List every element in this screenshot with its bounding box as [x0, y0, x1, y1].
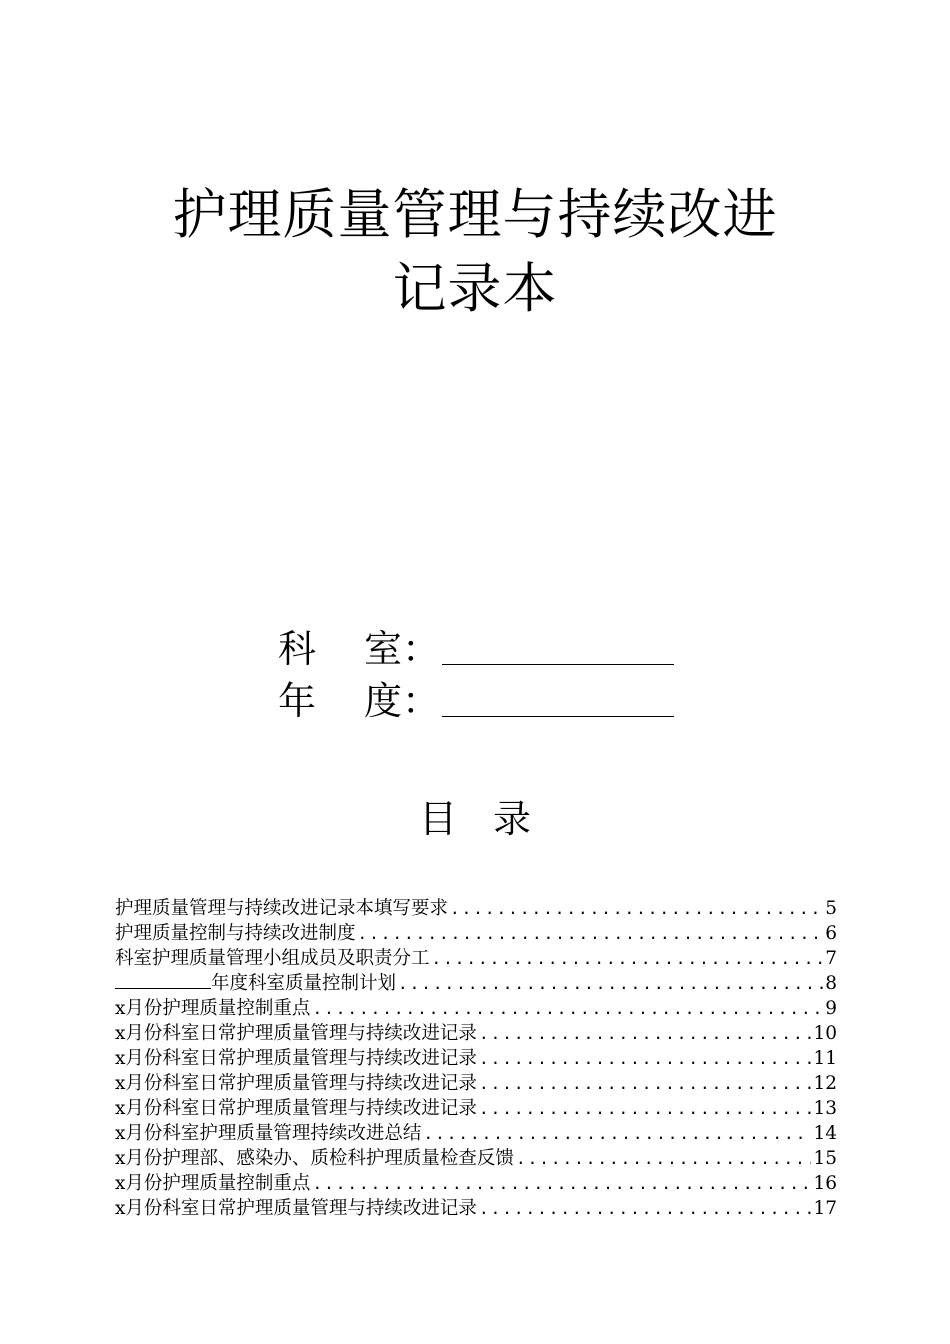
toc-leader-dots	[312, 996, 823, 1021]
toc-entry[interactable]	[115, 996, 837, 1021]
toc-entry-page: 10	[813, 1023, 837, 1044]
toc-entry-title: x月份护理质量控制重点	[115, 1173, 311, 1194]
toc-entry-page: 11	[813, 1048, 837, 1069]
toc-entry[interactable]	[115, 1171, 837, 1196]
toc-entry-title: x月份科室日常护理质量管理与持续改进记录	[115, 1023, 477, 1044]
toc-leader-dots	[479, 1196, 812, 1221]
year-label-char-1: 年	[278, 679, 317, 723]
toc-entry-page: 13	[813, 1098, 837, 1119]
toc-entry-title: 护理质量控制与持续改进制度	[115, 923, 356, 944]
toc-entry[interactable]	[115, 1121, 837, 1146]
department-blank-line[interactable]	[442, 634, 674, 665]
toc-entry-page: 15	[813, 1148, 837, 1169]
toc-entry-page: 17	[813, 1198, 837, 1219]
toc-leader-dots	[516, 1146, 812, 1171]
toc-entry[interactable]	[115, 896, 837, 921]
toc-entry-title: x月份护理部、感染办、质检科护理质量检查反馈	[115, 1148, 514, 1169]
toc-entry[interactable]	[115, 971, 837, 996]
toc-entry-title-with-blank	[115, 971, 396, 996]
toc-entry-title: x月份科室日常护理质量管理与持续改进记录	[115, 1098, 477, 1119]
toc-entry-page: 16	[813, 1173, 837, 1194]
toc-entry[interactable]	[115, 946, 837, 971]
department-label-char-2: 室：	[364, 627, 441, 671]
toc-heading	[0, 797, 950, 841]
toc-entry-page: 9	[825, 998, 837, 1019]
toc-leader-dots	[479, 1046, 812, 1071]
toc-entry[interactable]	[115, 1146, 837, 1171]
toc-entry-title: x月份科室日常护理质量管理与持续改进记录	[115, 1048, 477, 1069]
toc-entry-page: 8	[825, 973, 837, 994]
toc-entry[interactable]	[115, 1021, 837, 1046]
toc-leader-dots	[398, 971, 823, 996]
toc-leader-dots	[479, 1096, 812, 1121]
toc-leader-dots	[479, 1021, 812, 1046]
toc-leader-dots	[358, 921, 824, 946]
toc-entry-page: 5	[825, 898, 837, 919]
toc-entry[interactable]	[115, 1196, 837, 1221]
toc-entry-title: 护理质量管理与持续改进记录本填写要求	[115, 898, 449, 919]
toc-entry-title: x月份科室护理质量管理持续改进总结	[115, 1123, 422, 1144]
year-field	[278, 679, 674, 723]
toc-heading-char-2: 录	[493, 797, 532, 841]
year-blank-inline[interactable]	[115, 971, 211, 989]
document-title-line-2: 记录本	[392, 257, 558, 320]
toc-entry-page: 14	[813, 1123, 837, 1144]
toc-entry[interactable]	[115, 1046, 837, 1071]
toc-entry-page: 6	[825, 923, 837, 944]
toc-entry-title: 科室护理质量管理小组成员及职责分工	[115, 948, 430, 969]
toc-leader-dots	[423, 1121, 811, 1146]
toc-entry[interactable]	[115, 921, 837, 946]
year-label-char-2: 度：	[364, 679, 441, 723]
toc-entry-page: 7	[825, 948, 837, 969]
department-field	[278, 627, 674, 671]
table-of-contents	[115, 896, 837, 1221]
toc-entry[interactable]	[115, 1096, 837, 1121]
toc-entry-title: x月份护理质量控制重点	[115, 998, 311, 1019]
toc-entry-page: 12	[813, 1073, 837, 1094]
toc-entry[interactable]	[115, 1071, 837, 1096]
document-title-line-1: 护理质量管理与持续改进	[172, 183, 778, 246]
department-label-char-1: 科	[278, 627, 317, 671]
year-blank-line[interactable]	[442, 686, 674, 717]
toc-leader-dots	[479, 1071, 812, 1096]
toc-heading-char-1: 目	[418, 797, 457, 841]
toc-entry-title: x月份科室日常护理质量管理与持续改进记录	[115, 1073, 477, 1094]
toc-leader-dots	[312, 1171, 811, 1196]
toc-leader-dots	[432, 946, 824, 971]
toc-leader-dots	[450, 896, 823, 921]
toc-entry-title: 年度科室质量控制计划	[211, 973, 397, 994]
toc-entry-title: x月份科室日常护理质量管理与持续改进记录	[115, 1198, 477, 1219]
